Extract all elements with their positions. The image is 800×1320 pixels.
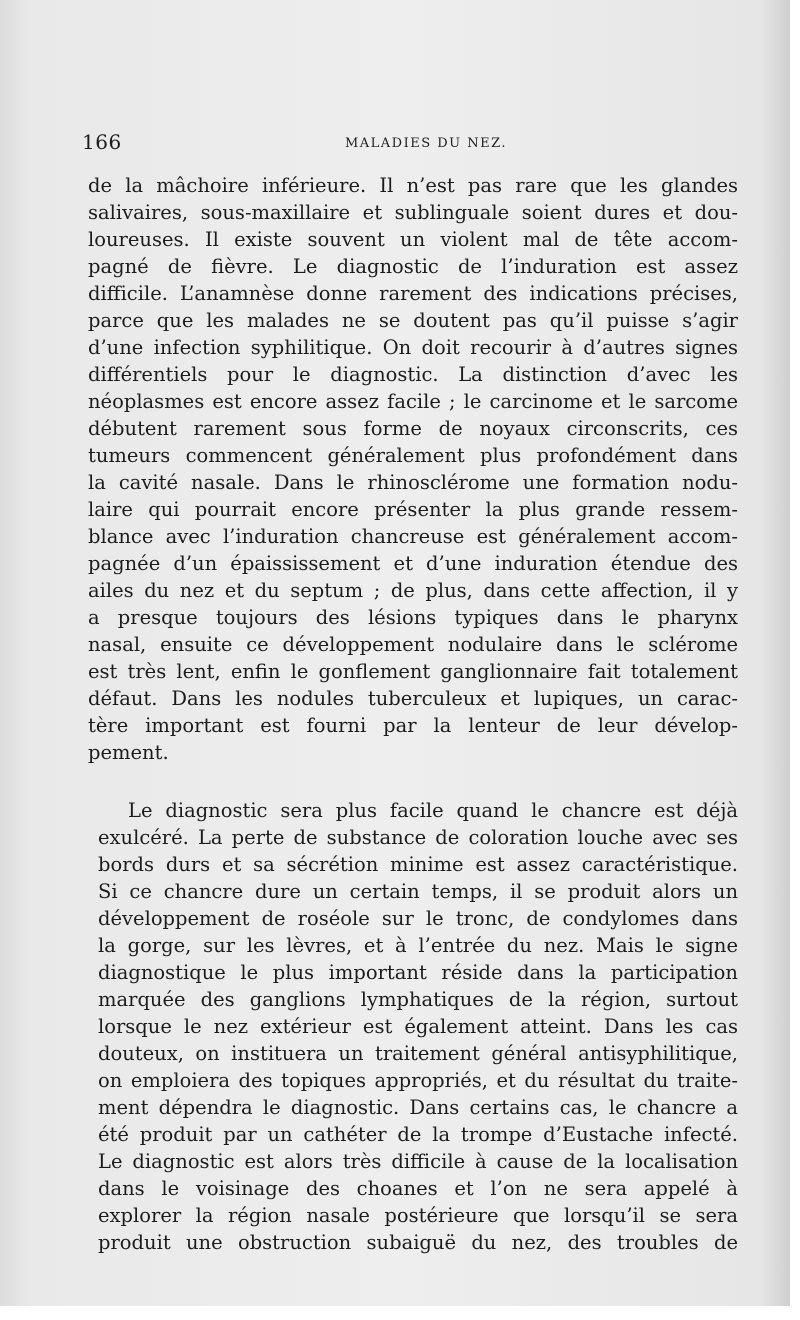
text-line: exulcéré. La perte de substance de coloration louche avec ses: [98, 826, 738, 849]
text-line: est très lent, enfin le gonflement ganglionnaire fait totalement: [88, 660, 738, 683]
paragraph-2: [98, 797, 738, 1256]
paragraph-1: [88, 172, 738, 766]
text-line: produit une obstruction subaiguë du nez, des troubles de: [98, 1231, 738, 1254]
text-line: dans le voisinage des choanes et l’on ne sera appelé à: [98, 1177, 738, 1200]
text-line: loureuses. Il existe souvent un violent mal de tête accom-: [88, 228, 738, 251]
text-line: ment dépendra le diagnostic. Dans certains cas, le chancre a: [98, 1096, 738, 1119]
text-line: bords durs et sa sécrétion minime est assez caractéristique.: [98, 853, 738, 876]
text-line: salivaires, sous-maxillaire et sublinguale soient dures et dou-: [88, 201, 738, 224]
text-line: la gorge, sur les lèvres, et à l’entrée du nez. Mais le signe: [98, 934, 738, 957]
text-line: néoplasmes est encore assez facile ; le carcinome et le sarcome: [88, 390, 738, 413]
text-line: difficile. L’anamnèse donne rarement des indications précises,: [88, 282, 738, 305]
running-title: MALADIES DU NEZ.: [344, 136, 508, 151]
page-header: [82, 130, 730, 160]
text-line: débutent rarement sous forme de noyaux circonscrits, ces: [88, 417, 738, 440]
text-line: pagné de fièvre. Le diagnostic de l’induration est assez: [88, 255, 738, 278]
text-line: Le diagnostic sera plus facile quand le chancre est déjà: [128, 799, 738, 822]
text-line: explorer la région nasale postérieure que lorsqu’il se sera: [98, 1204, 738, 1227]
text-line: la cavité nasale. Dans le rhinosclérome une formation nodu-: [88, 471, 738, 494]
text-line: lorsque le nez extérieur est également atteint. Dans les cas: [98, 1015, 738, 1038]
text-line: Le diagnostic est alors très difficile à cause de la localisation: [98, 1150, 738, 1173]
text-line: a presque toujours des lésions typiques dans le pharynx: [88, 606, 738, 629]
text-line: on emploiera des topiques appropriés, et du résultat du traite-: [98, 1069, 738, 1092]
text-line: tère important est fourni par la lenteur de leur dévelop-: [88, 714, 738, 737]
text-line: douteux, on instituera un traitement général antisyphilitique,: [98, 1042, 738, 1065]
text-line: pagnée d’un épaississement et d’une induration étendue des: [88, 552, 738, 575]
text-line: de la mâchoire inférieure. Il n’est pas rare que les glandes: [88, 174, 738, 197]
text-line: développement de roséole sur le tronc, de condylomes dans: [98, 907, 738, 930]
text-line: différentiels pour le diagnostic. La distinction d’avec les: [88, 363, 738, 386]
page-margin-bottom: [0, 1306, 800, 1320]
text-line: ailes du nez et du septum ; de plus, dans cette affection, il y: [88, 579, 738, 602]
page-margin-right: [790, 0, 800, 1320]
text-line: laire qui pourrait encore présenter la plus grande ressem-: [88, 498, 738, 521]
text-line: d’une infection syphilitique. On doit recourir à d’autres signes: [88, 336, 738, 359]
text-line: blance avec l’induration chancreuse est généralement accom-: [88, 525, 738, 548]
text-line: été produit par un cathéter de la trompe d’Eustache infecté.: [98, 1123, 738, 1146]
text-line: pement.: [88, 741, 169, 764]
text-line: Si ce chancre dure un certain temps, il se produit alors un: [98, 880, 738, 903]
page-number: 166: [82, 130, 122, 154]
text-line: diagnostique le plus important réside dans la participation: [98, 961, 738, 984]
text-line: parce que les malades ne se doutent pas qu’il puisse s’agir: [88, 309, 738, 332]
text-line: nasal, ensuite ce développement nodulaire dans le sclérome: [88, 633, 738, 656]
text-line: défaut. Dans les nodules tuberculeux et lupiques, un carac-: [88, 687, 738, 710]
text-line: tumeurs commencent généralement plus profondément dans: [88, 444, 738, 467]
text-line: marquée des ganglions lymphatiques de la région, surtout: [98, 988, 738, 1011]
